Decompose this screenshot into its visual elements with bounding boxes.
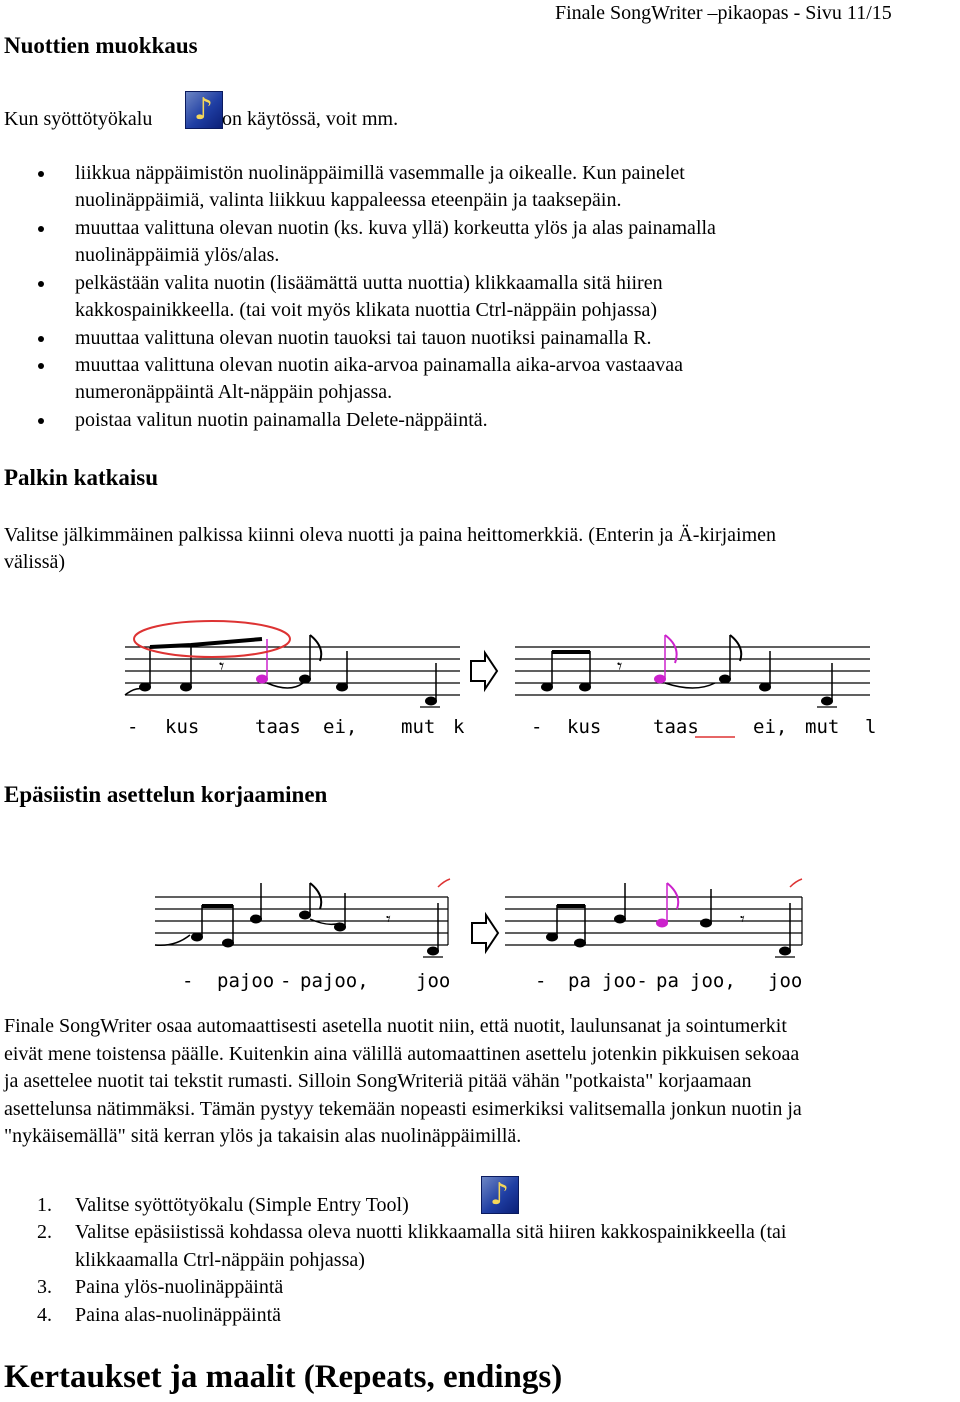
lyric: kus — [567, 716, 602, 738]
bullet-dot — [38, 171, 44, 177]
paragraph-line: "nykäisemällä" sitä kerran ylös ja takaisin alas nuolinäppäimillä. — [4, 1125, 522, 1147]
lyric: - — [280, 970, 292, 992]
bullet-text: nuolinäppäimiä ylös/alas. — [75, 244, 280, 266]
step-text: Valitse syöttötyökalu (Simple Entry Tool) — [75, 1194, 409, 1216]
tie-curve — [310, 919, 340, 924]
lyric: joo, — [690, 970, 736, 992]
note-head — [250, 915, 262, 924]
note-head — [719, 675, 731, 684]
step-text: Valitse epäsiistissä kohdassa oleva nuotti klikkaamalla sitä hiiren kakkospainikkeella (tai — [75, 1221, 787, 1243]
note-head — [700, 919, 712, 928]
note-head — [546, 933, 558, 942]
lyric: pa — [568, 970, 591, 992]
note-head — [425, 697, 437, 706]
running-header: Finale SongWriter –pikaopas - Sivu 11/15 — [555, 2, 892, 24]
bullet-dot — [38, 363, 44, 369]
section-title-nuottien-muokkaus: Nuottien muokkaus — [4, 33, 198, 58]
bullet-text: numeronäppäintä Alt-näppäin pohjassa. — [75, 381, 393, 403]
selected-note-flag — [667, 883, 678, 909]
selected-note-head — [654, 675, 666, 684]
lyric-dash: - — [127, 716, 139, 738]
intro-after: on käytössä, voit mm. — [222, 108, 399, 130]
paragraph-line: Valitse jälkimmäinen palkissa kiinni oleva nuotti ja paina heittomerkkiä. (Enterin ja Ä-kirjaimen — [4, 524, 777, 546]
tie-curve — [267, 683, 303, 688]
note-flag — [730, 635, 741, 661]
tie-curve — [665, 683, 715, 688]
bullet-dot — [38, 336, 44, 342]
bullet-text: muuttaa valittuna olevan nuotin aika-arvoa painamalla aika-arvoa vastaavaa — [75, 354, 684, 376]
note-head — [427, 947, 439, 956]
eighth-note-tool-icon: ♪ — [481, 1176, 519, 1214]
paragraph-line: eivät mene toistensa päälle. Kuitenkin aina välillä automaattinen asettelu jotenkin pikkuisen sekoaa — [4, 1043, 800, 1065]
lyric: kus — [165, 716, 200, 738]
note-head — [574, 939, 586, 948]
paragraph-line: asettelunsa nätimmäksi. Tämän pystyy tekemään nopeasti esimerkiksi valitsemalla jonkun nuotin ja — [4, 1098, 802, 1120]
note-head — [541, 683, 553, 692]
step-number: 4. — [37, 1304, 52, 1326]
lyric-dash: - — [531, 716, 543, 738]
step-text-continued: klikkaamalla Ctrl-näppäin pohjassa) — [75, 1249, 365, 1271]
section-title-palkin-katkaisu: Palkin katkaisu — [4, 465, 159, 490]
intro-before: Kun syöttötyökalu — [4, 108, 153, 130]
note-head — [222, 939, 234, 948]
lyric: l — [865, 716, 877, 738]
note-head — [759, 683, 771, 692]
lyric: pajoo, — [300, 970, 369, 992]
note-flag — [310, 883, 321, 909]
paragraph-line: välissä) — [4, 551, 66, 573]
transform-arrow-icon — [472, 915, 498, 951]
bullet-dot — [38, 418, 44, 424]
note-head — [779, 947, 791, 956]
chord-mark — [790, 879, 802, 887]
lyric: pajoo — [217, 970, 275, 992]
lyric-dash: - — [182, 970, 194, 992]
section-title-kertaukset: Kertaukset ja maalit (Repeats, endings) — [4, 1359, 563, 1395]
lyric: ei, — [323, 716, 358, 738]
selected-note-head — [256, 675, 268, 684]
note-flag — [310, 635, 321, 661]
step-number: 3. — [37, 1276, 52, 1298]
bullet-text: muuttaa valittuna olevan nuotin (ks. kuva yllä) korkeutta ylös ja alas painamalla — [75, 217, 716, 239]
bullet-text: liikkua näppäimistön nuolinäppäimillä vasemmalle ja oikealle. Kun painelet — [75, 162, 685, 184]
note-head — [299, 911, 311, 920]
bullet-dot — [38, 226, 44, 232]
rest-icon: 𝄾 — [617, 654, 623, 678]
note-head — [614, 915, 626, 924]
lyric: joo- — [602, 970, 648, 992]
rest-icon: 𝄾 — [386, 909, 391, 930]
bullet-text: muuttaa valittuna olevan nuotin tauoksi tai tauon nuotiksi painamalla R. — [75, 327, 652, 349]
transform-arrow-icon — [471, 653, 497, 689]
note-head — [334, 923, 346, 932]
paragraph-line: Finale SongWriter osaa automaattisesti asetella nuotit niin, että nuotit, laulunsanat ja sointumerkit — [4, 1015, 787, 1037]
layout-fix-figure — [150, 875, 810, 1000]
chord-mark — [438, 879, 450, 887]
rest-icon: 𝄾 — [219, 654, 225, 678]
note-head — [579, 683, 591, 692]
bullet-text: pelkästään valita nuotin (lisäämättä uutta nuottia) klikkaamalla sitä hiiren — [75, 272, 663, 294]
step-number: 2. — [37, 1221, 52, 1243]
step-text: Paina alas-nuolinäppäintä — [75, 1304, 282, 1326]
note-head — [180, 683, 192, 692]
bullet-text: poistaa valitun nuotin painamalla Delete-näppäintä. — [75, 409, 488, 431]
lyric: taas — [255, 716, 301, 738]
paragraph-line: ja asettelee nuotit tai tekstit rumasti. Silloin SongWriteriä pitää vähän "potkaista" korjaamaan — [4, 1070, 752, 1092]
lyric: pa — [656, 970, 679, 992]
note-head — [299, 675, 311, 684]
step-text: Paina ylös-nuolinäppäintä — [75, 1276, 284, 1298]
selected-note-head — [656, 919, 668, 928]
lyric: ei, — [753, 716, 788, 738]
lyric: k — [453, 716, 465, 738]
beam-break-figure — [115, 615, 875, 745]
lyric: taas — [653, 716, 699, 738]
note-head — [191, 933, 203, 942]
bullet-text: nuolinäppäimiä, valinta liikkuu kappaleessa eteenpäin ja taaksepäin. — [75, 189, 622, 211]
beam — [150, 639, 262, 647]
section-title-epasiisti-asettelu: Epäsiistin asettelun korjaaminen — [4, 782, 328, 807]
lyric: joo — [416, 970, 451, 992]
note-head — [336, 683, 348, 692]
tie-curve — [155, 935, 190, 945]
lyric: mut — [401, 716, 436, 738]
note-head — [821, 697, 833, 706]
eighth-note-tool-icon: ♪ — [185, 91, 223, 129]
rest-icon: 𝄾 — [740, 909, 745, 930]
step-number: 1. — [37, 1194, 52, 1216]
note-head — [139, 683, 151, 692]
lyric: joo — [768, 970, 803, 992]
lyric-dash: - — [535, 970, 547, 992]
bullet-dot — [38, 281, 44, 287]
lyric: mut — [805, 716, 840, 738]
bullet-text: kakkospainikkeella. (tai voit myös klikata nuottia Ctrl-näppäin pohjassa) — [75, 299, 658, 321]
